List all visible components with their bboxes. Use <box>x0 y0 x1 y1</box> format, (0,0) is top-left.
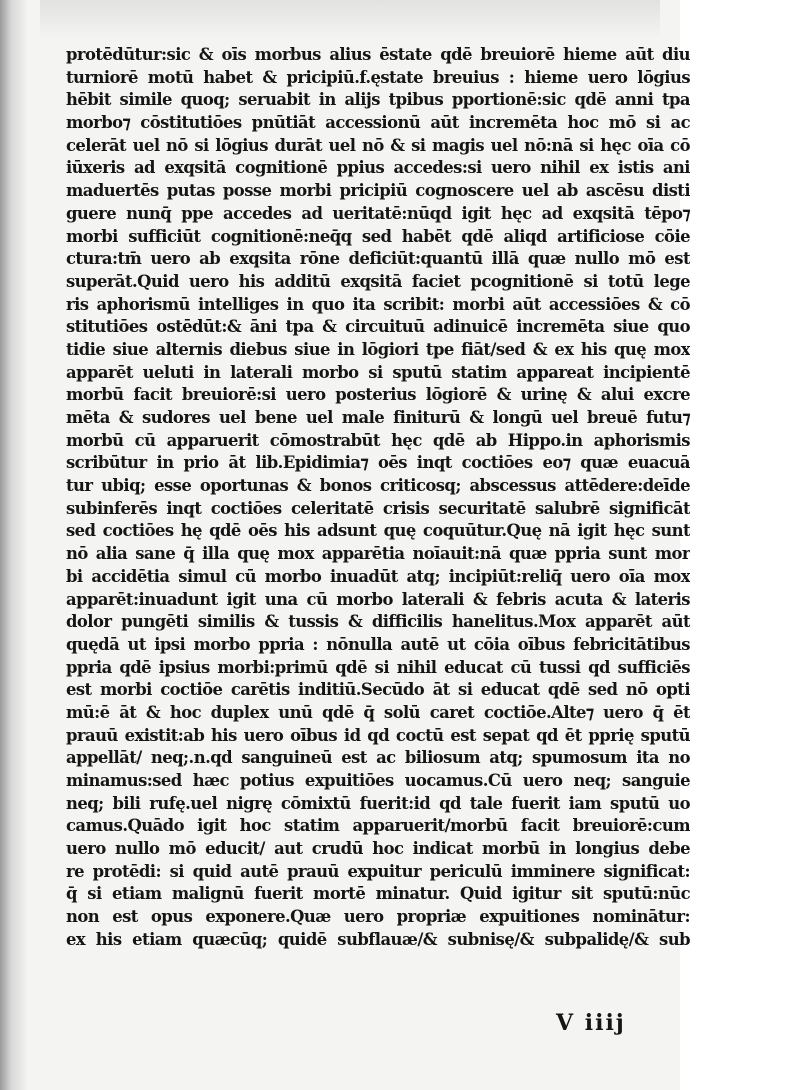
text-line: maduertēs putas posse morbi pricipiū cognoscere uel ab ascēsu disti <box>66 181 690 201</box>
text-line: ctura:tm̄ uero ab exqsita rōne deficiūt:quantū illā quæ nullo mō est <box>66 249 690 269</box>
text-line: mēta & sudores uel bene uel male finiturū & longū uel breuē futu⁊ <box>66 408 690 427</box>
text-line: appellāt/ neq;.n.qd sanguineū est ac biliosum atq; spumosum ita no <box>66 748 690 768</box>
text-line: protēdūtur:sic & oīs morbus alius ēstate qdē breuiorē hieme aūt diu <box>66 45 690 64</box>
text-line: ppria qdē ipsius morbi:primū qdē si nihil educat cū tussi qd sufficiēs <box>66 657 690 677</box>
text-line: hēbit simile quoq; seruabit in alijs tpibus pportionē:sic qdē anni tpa <box>66 90 690 110</box>
text-line: mū:ē āt & hoc duplex unū qdē q̄ solū caret coctiōe.Alte⁊ uero q̄ ēt <box>66 702 690 722</box>
text-line: apparēt:inuadunt igit una cū morbo laterali & febris acuta & lateris <box>66 589 690 609</box>
text-line: celerāt uel nō si lōgius durāt uel nō & si magis uel nō:nā si hęc oīa cō <box>66 135 690 155</box>
text-line: turniorē motū habet & pricipiū.f.ęstate breuius : hieme uero lōgius <box>66 67 690 87</box>
text-line: q̄ si etiam malignū fuerit mortē minatur. Quid igitur sit sputū:nūc <box>66 884 690 904</box>
text-line: sed coctiōes hę qdē oēs his adsunt quę coquūtur.Quę nā igit hęc sunt <box>66 521 690 541</box>
text-line: iūxeris ad exqsitā cognitionē ppius accedes:si uero nihil ex istis ani <box>66 158 690 178</box>
text-line: tidie siue alternis diebus siue in lōgiori tpe fiāt/sed & ex his quę mox <box>66 339 690 359</box>
text-line: dolor pungēti similis & tussis & difficilis hanelitus.Mox apparēt aūt <box>66 612 690 632</box>
text-line: morbū cū apparuerit cōmostrabūt hęc qdē ab Hippo.in aphorismis <box>66 430 690 450</box>
text-line: subinferēs inqt coctiōes celeritatē crisis securitatē salubrē significāt <box>66 498 690 518</box>
text-line: est morbi coctiōe carētis inditiū.Secūdo āt si educat qdē sed nō opti <box>66 680 690 700</box>
text-line: scribūtur in prio āt lib.Epidimia⁊ oēs inqt coctiōes eo⁊ quæ euacuā <box>66 453 690 473</box>
signature-mark: V iiij <box>556 1010 626 1036</box>
text-line: morbū facit breuiorē:si uero posterius lōgiorē & urinę & alui excre <box>66 385 690 405</box>
text-line: uero nullo mō educit/ aut crudū hoc indicat morbū in longius debe <box>66 839 690 859</box>
text-line: tur ubiq; esse oportunas & bonos criticosq; abscessus attēdere:deīde <box>66 476 690 496</box>
text-line: quędā ut ipsi morbo ppria : nōnulla autē ut cōia oībus febricitātibus <box>66 634 690 654</box>
text-line: apparēt ueluti in laterali morbo si sputū statim appareat incipientē <box>66 362 690 382</box>
bleed-through-strip <box>40 0 660 40</box>
text-line: minamus:sed hæc potius expuitiōes uocamus.Cū uero neq; sanguie <box>66 771 690 790</box>
text-line: camus.Quādo igit hoc statim apparuerit/morbū facit breuiorē:cum <box>66 816 690 836</box>
binding-shadow <box>0 0 28 1090</box>
text-line: nō alia sane q̄ illa quę mox apparētia noīauit:nā quæ ppria sunt mor <box>66 544 690 564</box>
text-line: bi accidētia simul cū morbo inuadūt atq; incipiūt:reliq̄ uero oīa mox <box>66 566 690 586</box>
text-line: morbo⁊ cōstitutiōes pnūtiāt accessionū aūt incremēta hoc mō si ac <box>66 113 690 133</box>
text-line: neq; bili rufę.uel nigrę cōmixtū fuerit:id qd tale fuerit iam sputū uo <box>66 793 690 813</box>
text-line: superāt.Quid uero his additū exqsitā faciet pcognitionē si totū lege <box>66 271 690 291</box>
text-line: ex his etiam quæcūq; quidē subflauæ/& subnisę/& subpalidę/& sub <box>66 929 690 949</box>
text-line: stitutiōes ostēdūt:& āni tpa & circuituū adinuicē incremēta siue quo <box>66 317 690 337</box>
text-line: non est opus exponere.Quæ uero propriæ expuitiones nominātur: <box>66 907 690 927</box>
text-line: guere nunq̄ ppe accedes ad ueritatē:nūqd igit hęc ad exqsitā tēpo⁊ <box>66 203 690 223</box>
text-line: re protēdi: si quid autē prauū expuitur periculū imminere significat: <box>66 861 690 881</box>
text-column <box>66 44 690 952</box>
page-margin-right <box>680 0 800 1090</box>
text-line: morbi sufficiūt cognitionē:neq̄q sed habēt qdē aliqd artificiose cōie <box>66 226 690 246</box>
text-line: ris aphorismū intelliges in quo ita scribit: morbi aūt accessiōes & cō <box>66 294 690 314</box>
text-line: prauū existit:ab his uero oībus id qd coctū est sepat qd ēt pprię sputū <box>66 725 690 745</box>
